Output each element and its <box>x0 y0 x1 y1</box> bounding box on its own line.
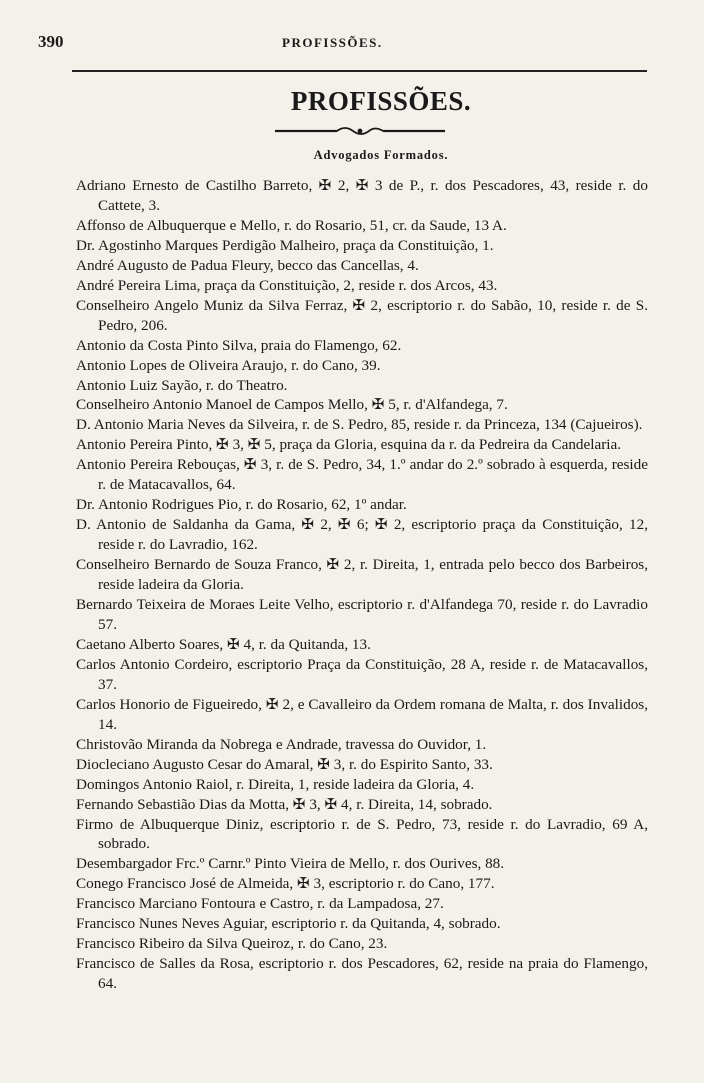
list-item: Francisco de Salles da Rosa, escriptorio r. dos Pescadores, 62, reside na praia do Flamengo, 64. <box>76 955 648 993</box>
list-item: Antonio Pereira Pinto, ✠ 3, ✠ 5, praça da Gloria, esquina da r. da Pedreira da Candelaria. <box>76 436 622 454</box>
list-item: Conselheiro Angelo Muniz da Silva Ferraz, ✠ 2, escriptorio r. do Sabão, 10, reside r. de S. Pedro, 206. <box>76 296 648 334</box>
list-item: Antonio Lopes de Oliveira Araujo, r. do Cano, 39. <box>76 356 381 374</box>
list-item: Dr. Agostinho Marques Perdigão Malheiro, praça da Constituição, 1. <box>76 236 494 254</box>
list-item: Carlos Antonio Cordeiro, escriptorio Praça da Constituição, 28 A, reside r. de Matacavallos, 37. <box>76 655 648 693</box>
section-title-text: PROFISSÕES. <box>290 86 472 116</box>
list-item: Francisco Nunes Neves Aguiar, escriptorio r. da Quitanda, 4, sobrado. <box>76 915 501 933</box>
list-item: Conselheiro Antonio Manoel de Campos Mello, ✠ 5, r. d'Alfandega, 7. <box>76 396 508 414</box>
list-item: Caetano Alberto Soares, ✠ 4, r. da Quitanda, 13. <box>76 635 371 653</box>
subtitle <box>0 148 704 163</box>
page-number: 390 <box>38 32 64 51</box>
section-title <box>0 86 704 117</box>
list-item: Dr. Antonio Rodrigues Pio, r. do Rosario, 62, 1º andar. <box>76 496 407 514</box>
list-item: Carlos Honorio de Figueiredo, ✠ 2, e Cavalleiro da Ordem romana de Malta, r. dos Invalidos, 14. <box>76 695 648 733</box>
header-rule <box>72 70 647 72</box>
list-item: Firmo de Albuquerque Diniz, escriptorio r. de S. Pedro, 73, reside r. do Lavradio, 69 A, sobrado. <box>76 815 648 853</box>
list-item: D. Antonio de Saldanha da Gama, ✠ 2, ✠ 6; ✠ 2, escriptorio praça da Constituição, 12, reside r. do Lavradio, 162. <box>76 516 648 554</box>
list-item: Diocleciano Augusto Cesar do Amaral, ✠ 3, r. do Espirito Santo, 33. <box>76 755 493 773</box>
running-head: PROFISSÕES. <box>282 35 383 50</box>
list-item: Bernardo Teixeira de Moraes Leite Velho, escriptorio r. d'Alfandega 70, reside r. do Lavradio 57. <box>76 596 648 633</box>
list-item: Francisco Marciano Fontoura e Castro, r. da Lampadosa, 27. <box>76 895 444 913</box>
ornament-divider-icon <box>275 124 445 138</box>
list-item: Conselheiro Bernardo de Souza Franco, ✠ 2, r. Direita, 1, entrada pelo becco dos Barbeiros, reside ladeira da Gloria. <box>76 556 648 594</box>
list-item: Antonio da Costa Pinto Silva, praia do Flamengo, 62. <box>76 336 402 354</box>
lawyer-list <box>76 176 648 994</box>
list-item: Affonso de Albuquerque e Mello, r. do Rosario, 51, cr. da Saude, 13 A. <box>76 216 507 234</box>
list-item: Desembargador Frc.º Carnr.º Pinto Vieira de Mello, r. dos Ourives, 88. <box>76 855 505 873</box>
list-item: Domingos Antonio Raiol, r. Direita, 1, reside ladeira da Gloria, 4. <box>76 775 475 793</box>
list-item: Conego Francisco José de Almeida, ✠ 3, escriptorio r. do Cano, 177. <box>76 875 495 893</box>
list-item: Adriano Ernesto de Castilho Barreto, ✠ 2, ✠ 3 de P., r. dos Pescadores, 43, reside r. do Cattete, 3. <box>76 177 648 214</box>
list-item: André Augusto de Padua Fleury, becco das Cancellas, 4. <box>76 256 419 274</box>
list-item: Antonio Luiz Sayão, r. do Theatro. <box>76 376 288 394</box>
list-item: Christovão Miranda da Nobrega e Andrade, travessa do Ouvidor, 1. <box>76 735 487 753</box>
list-item: Antonio Pereira Rebouças, ✠ 3, r. de S. Pedro, 34, 1.º andar do 2.º sobrado à esquerda, reside r. de Matacavallos, 64. <box>76 456 648 494</box>
list-item: Francisco Ribeiro da Silva Queiroz, r. do Cano, 23. <box>76 935 388 953</box>
list-item: D. Antonio Maria Neves da Silveira, r. de S. Pedro, 85, reside r. da Princeza, 134 (Cajueiros). <box>76 416 643 434</box>
list-item: Fernando Sebastião Dias da Motta, ✠ 3, ✠ 4, r. Direita, 14, sobrado. <box>76 795 493 813</box>
subtitle-text: Advogados Formados. <box>313 148 449 162</box>
list-item: André Pereira Lima, praça da Constituição, 2, reside r. dos Arcos, 43. <box>76 276 498 294</box>
